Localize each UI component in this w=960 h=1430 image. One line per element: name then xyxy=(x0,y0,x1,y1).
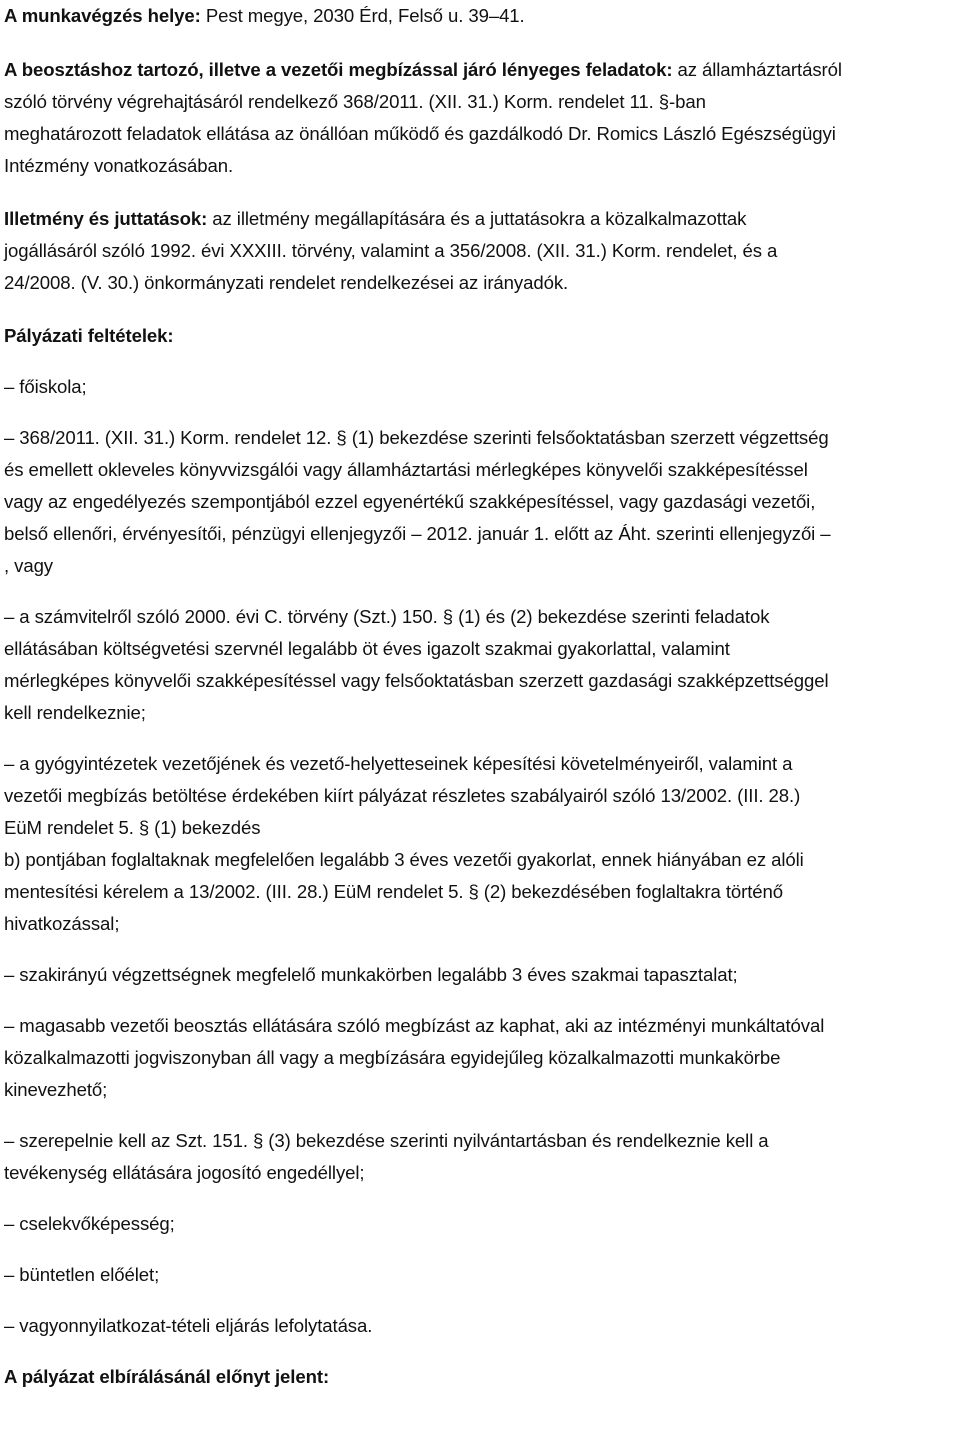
condition-item xyxy=(4,748,956,940)
workplace-line xyxy=(4,0,956,32)
condition-line: tevékenység ellátására jogosító engedéllyel; xyxy=(4,1162,365,1183)
condition-item xyxy=(4,1259,956,1291)
spacer xyxy=(4,403,956,422)
workplace-value: Pest megye, 2030 Érd, Felső u. 39–41. xyxy=(200,5,525,26)
salary-label: Illetmény és juttatások: xyxy=(4,208,208,229)
condition-line: – cselekvőképesség; xyxy=(4,1213,175,1234)
condition-line: – büntetlen előélet; xyxy=(4,1264,160,1285)
conditions-heading: Pályázati feltételek: xyxy=(4,325,174,346)
duties-text: meghatározott feladatok ellátása az önállóan működő és gazdálkodó Dr. Romics László Egészségügyi xyxy=(4,123,836,144)
condition-line: – 368/2011. (XII. 31.) Korm. rendelet 12. § (1) bekezdése szerinti felsőoktatásban szerzett végzettség xyxy=(4,427,829,448)
condition-line: EüM rendelet 5. § (1) bekezdés xyxy=(4,817,261,838)
condition-line: és emellett okleveles könyvvizsgálói vagy államháztartási mérlegképes könyvelői szakképesítéssel xyxy=(4,459,808,480)
condition-line: vezetői megbízás betöltése érdekében kiírt pályázat részletes szabályairól szóló 13/2002. (III. 28.) xyxy=(4,785,801,806)
condition-line: – vagyonnyilatkozat-tételi eljárás lefolytatása. xyxy=(4,1315,373,1336)
condition-line: kinevezhető; xyxy=(4,1079,108,1100)
condition-line: – szakirányú végzettségnek megfelelő munkakörben legalább 3 éves szakmai tapasztalat; xyxy=(4,964,738,985)
condition-line: vagy az engedélyezés szempontjából ezzel egyenértékű szakképesítéssel, vagy gazdasági vezetői, xyxy=(4,491,816,512)
condition-item xyxy=(4,1010,956,1106)
condition-line: mérlegképes könyvelői szakképesítéssel vagy felsőoktatásban szerzett gazdasági szakképzettséggel xyxy=(4,670,829,691)
condition-line: , vagy xyxy=(4,555,54,576)
condition-line: – főiskola; xyxy=(4,376,87,397)
condition-line: ellátásában költségvetési szervnél legalább öt éves igazolt szakmai gyakorlattal, valamint xyxy=(4,638,730,659)
salary-text: jogállásáról szóló 1992. évi XXXIII. törvény, valamint a 356/2008. (XII. 31.) Korm. rendelet, és a xyxy=(4,240,778,261)
condition-line: b) pontjában foglaltaknak megfelelően legalább 3 éves vezetői gyakorlat, ennek hiányában ez alóli xyxy=(4,849,804,870)
spacer xyxy=(4,1291,956,1310)
workplace-label: A munkavégzés helye: xyxy=(4,5,201,26)
spacer xyxy=(4,1342,956,1361)
spacer xyxy=(4,1106,956,1125)
duties-paragraph xyxy=(4,54,956,182)
condition-line: – a gyógyintézetek vezetőjének és vezető-helyetteseinek képesítési követelményeiről, valamint a xyxy=(4,753,793,774)
spacer xyxy=(4,582,956,601)
condition-item xyxy=(4,1208,956,1240)
condition-line: – a számvitelről szóló 2000. évi C. törvény (Szt.) 150. § (1) és (2) bekezdése szerinti feladatok xyxy=(4,606,770,627)
spacer xyxy=(4,1240,956,1259)
salary-paragraph xyxy=(4,203,956,299)
conditions-list xyxy=(4,371,956,1361)
duties-label: A beosztáshoz tartozó, illetve a vezetői megbízással járó lényeges feladatok: xyxy=(4,59,673,80)
spacer xyxy=(4,940,956,959)
salary-text: 24/2008. (V. 30.) önkormányzati rendelet rendelkezései az irányadók. xyxy=(4,272,569,293)
condition-line: – magasabb vezetői beosztás ellátására szóló megbízást az kaphat, aki az intézményi munkáltatóval xyxy=(4,1015,825,1036)
condition-line: közalkalmazotti jogviszonyban áll vagy a megbízására egyidejűleg közalkalmazotti munkakörbe xyxy=(4,1047,781,1068)
condition-item xyxy=(4,1310,956,1342)
condition-item xyxy=(4,601,956,729)
condition-item xyxy=(4,422,956,582)
duties-text: Intézmény vonatkozásában. xyxy=(4,155,234,176)
condition-line: mentesítési kérelem a 13/2002. (III. 28.) EüM rendelet 5. § (2) bekezdésében foglaltakra történő xyxy=(4,881,784,902)
spacer xyxy=(4,991,956,1010)
condition-item xyxy=(4,371,956,403)
condition-line: hivatkozással; xyxy=(4,913,120,934)
spacer xyxy=(4,729,956,748)
condition-item xyxy=(4,959,956,991)
spacer xyxy=(4,1189,956,1208)
duties-text: az államháztartásról xyxy=(672,59,842,80)
salary-text: az illetmény megállapítására és a juttatásokra a közalkalmazottak xyxy=(207,208,747,229)
advantage-heading: A pályázat elbírálásánál előnyt jelent: xyxy=(4,1366,330,1387)
condition-line: kell rendelkeznie; xyxy=(4,702,146,723)
condition-line: – szerepelnie kell az Szt. 151. § (3) bekezdése szerinti nyilvántartásban és rendelkeznie kell a xyxy=(4,1130,769,1151)
condition-item xyxy=(4,1125,956,1189)
duties-text: szóló törvény végrehajtásáról rendelkező 368/2011. (XII. 31.) Korm. rendelet 11. §-ban xyxy=(4,91,706,112)
condition-line: belső ellenőri, érvényesítői, pénzügyi ellenjegyzői – 2012. január 1. előtt az Áht. szerinti ellenjegyzői – xyxy=(4,523,831,544)
